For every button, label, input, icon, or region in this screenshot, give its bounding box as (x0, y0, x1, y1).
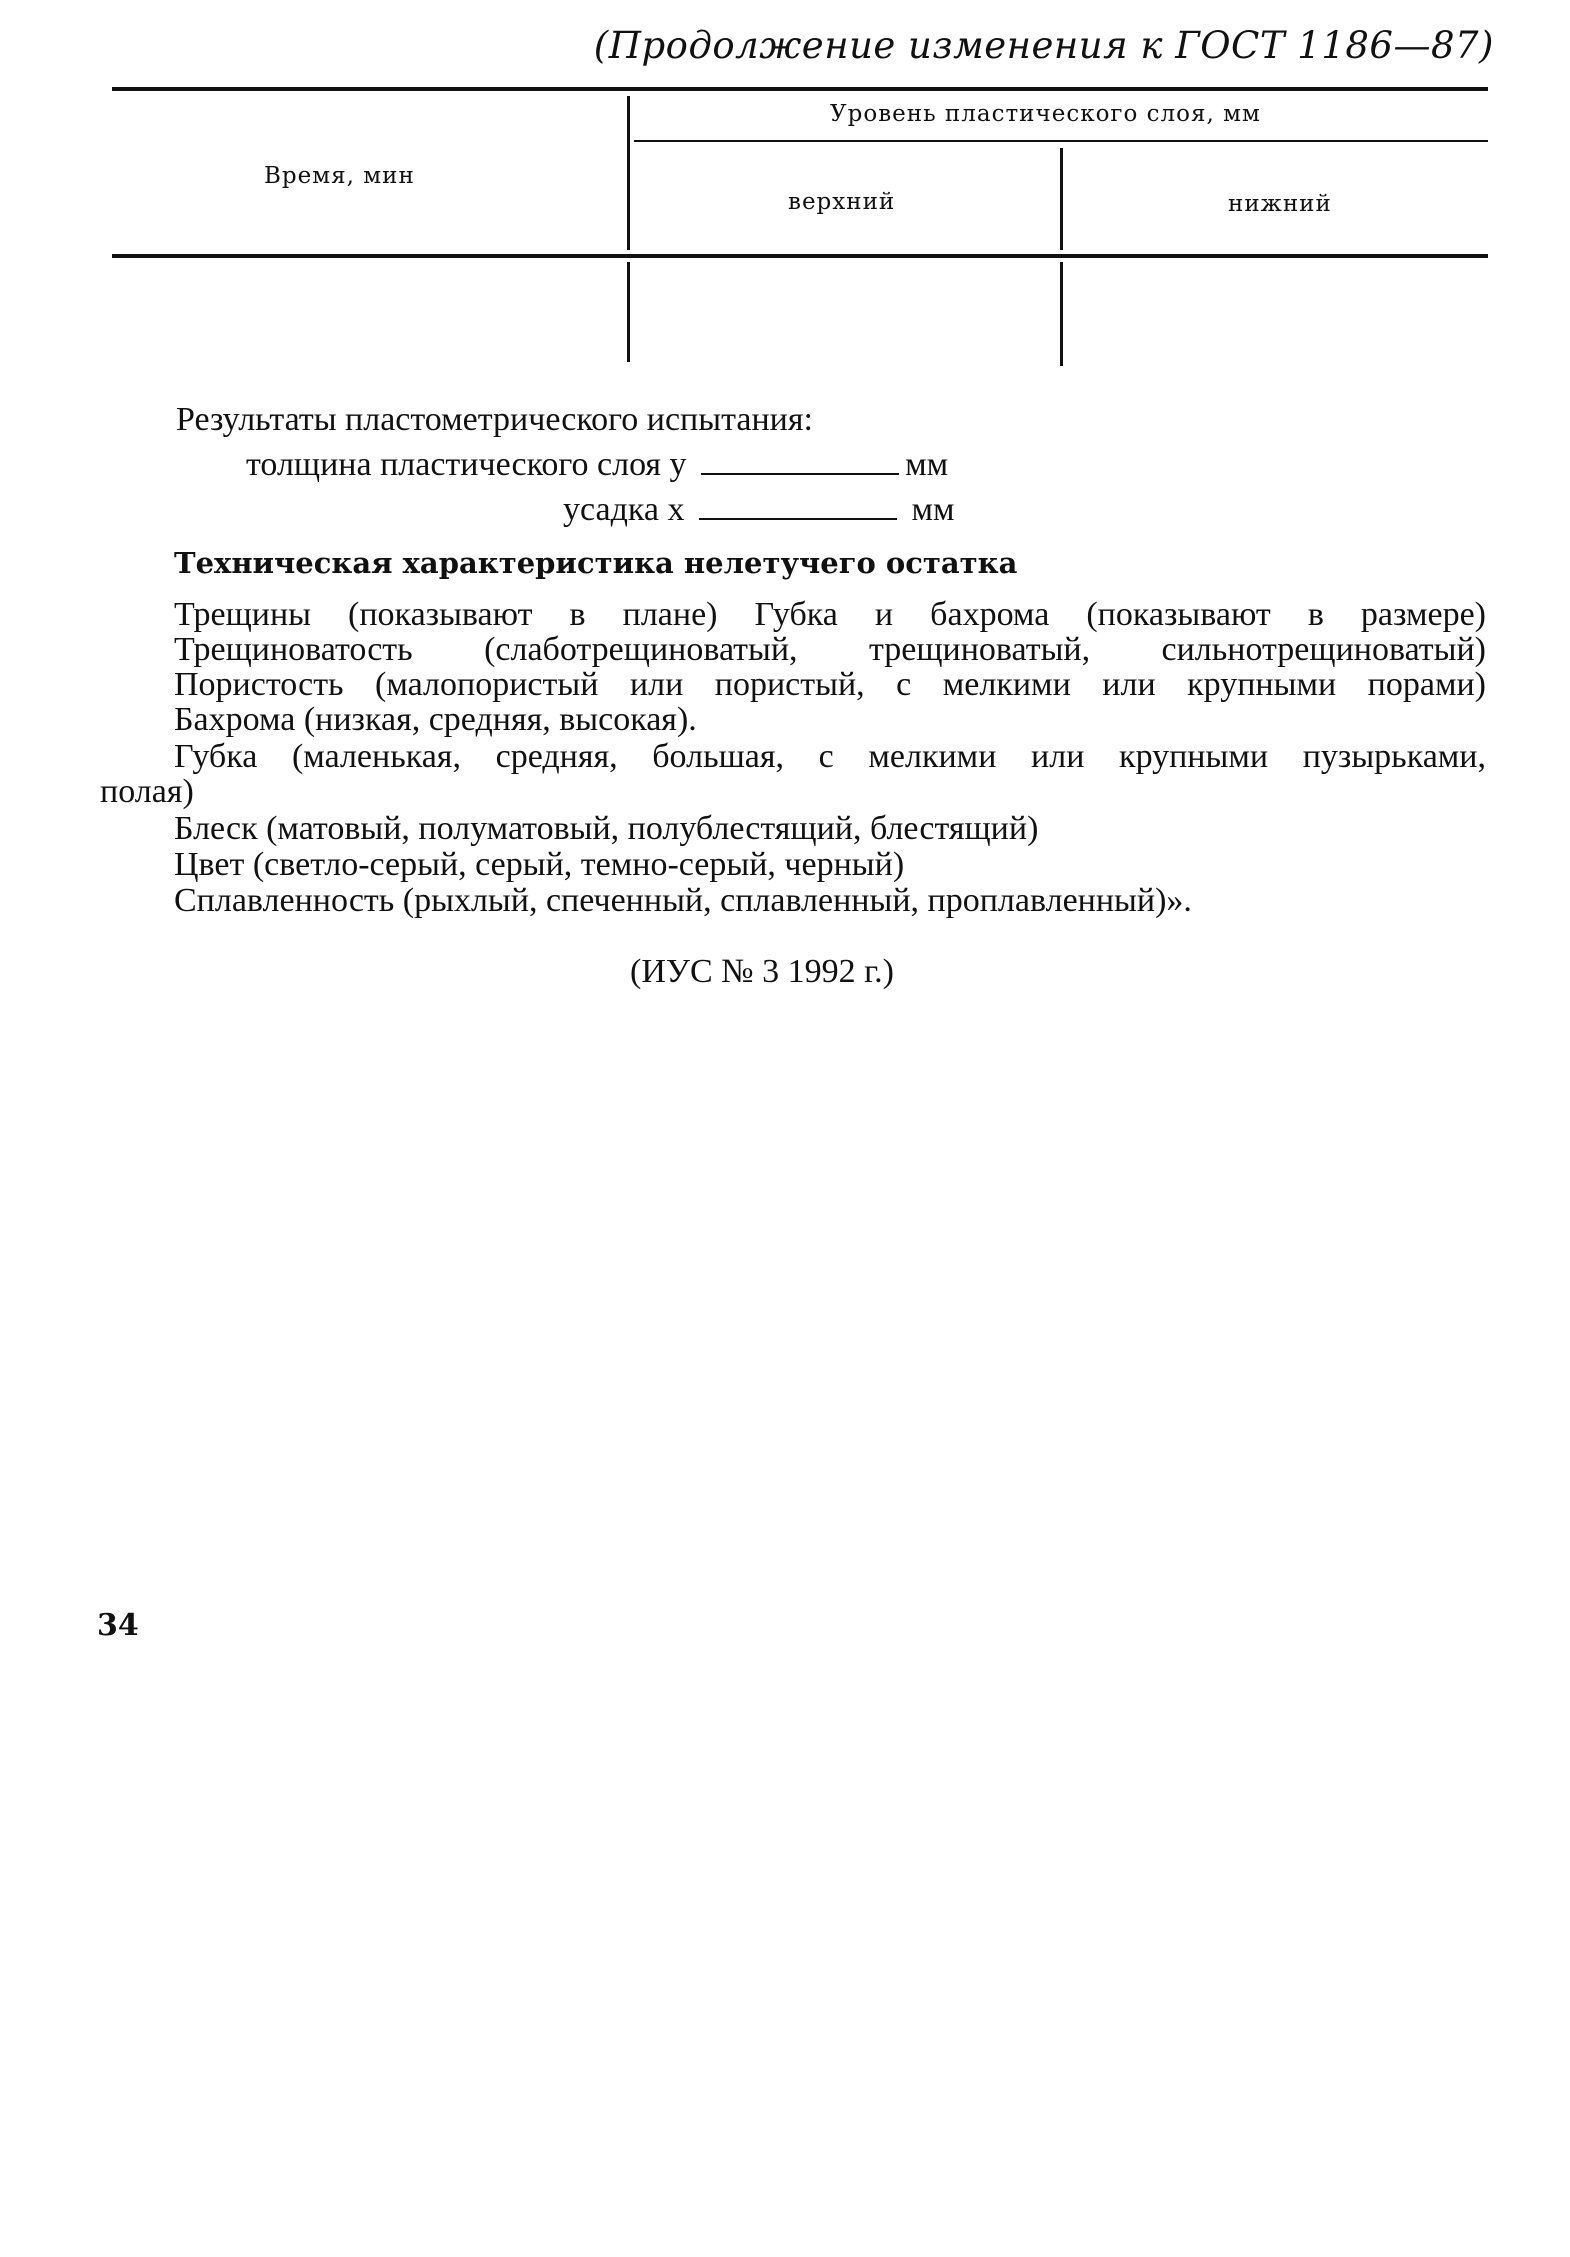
shrinkage-blank (699, 490, 897, 520)
thickness-blank (701, 445, 899, 475)
characteristic-line: Бахрома (низкая, средняя, высокая). (174, 701, 697, 738)
source-reference: (ИУС № 3 1992 г.) (630, 953, 894, 990)
section-heading: Техническая характеристика нелетучего остатка (174, 546, 1018, 580)
table-body-divider-upper-lower (1060, 262, 1063, 366)
characteristic-line: Губка (маленькая, средняя, большая, с мелкими или крупными пузырьками, (174, 738, 1486, 775)
results-title: Результаты пластометрического испытания: (176, 401, 813, 438)
thickness-label: толщина пластического слоя у (246, 446, 687, 483)
table-group-rule (634, 140, 1488, 142)
shrinkage-unit: мм (911, 491, 955, 528)
thickness-line (246, 445, 948, 484)
table-header-rule (112, 254, 1488, 258)
thickness-unit: мм (905, 446, 949, 483)
characteristic-line: Цвет (светло-серый, серый, темно-серый, черный) (174, 846, 905, 883)
continuation-note: (Продолжение изменения к ГОСТ 1186—87) (593, 24, 1494, 67)
characteristic-line: полая) (100, 773, 194, 810)
shrinkage-label: усадка x (563, 491, 685, 528)
column-header-time: Время, мин (264, 163, 415, 189)
characteristic-line: Трещиноватость (слаботрещиноватый, трещиноватый, сильнотрещиноватый) (174, 631, 1486, 668)
column-header-upper: верхний (788, 189, 896, 215)
table-divider-time (627, 96, 630, 250)
shrinkage-line (563, 490, 955, 529)
table-divider-upper-lower (1060, 148, 1063, 250)
characteristic-line: Сплавленность (рыхлый, спеченный, сплавленный, проплавленный)». (174, 882, 1192, 919)
column-header-lower: нижний (1228, 191, 1332, 217)
characteristic-line: Трещины (показывают в плане) Губка и бахрома (показывают в размере) (174, 596, 1486, 633)
characteristic-line: Пористость (малопористый или пористый, с мелкими или крупными порами) (174, 666, 1486, 703)
page-number: 34 (97, 1608, 139, 1643)
table-body-divider-time (627, 262, 630, 362)
table-top-rule (112, 87, 1488, 91)
column-group-header-layer-level: Уровень пластического слоя, мм (830, 101, 1261, 127)
characteristic-line: Блеск (матовый, полуматовый, полублестящий, блестящий) (174, 810, 1039, 847)
